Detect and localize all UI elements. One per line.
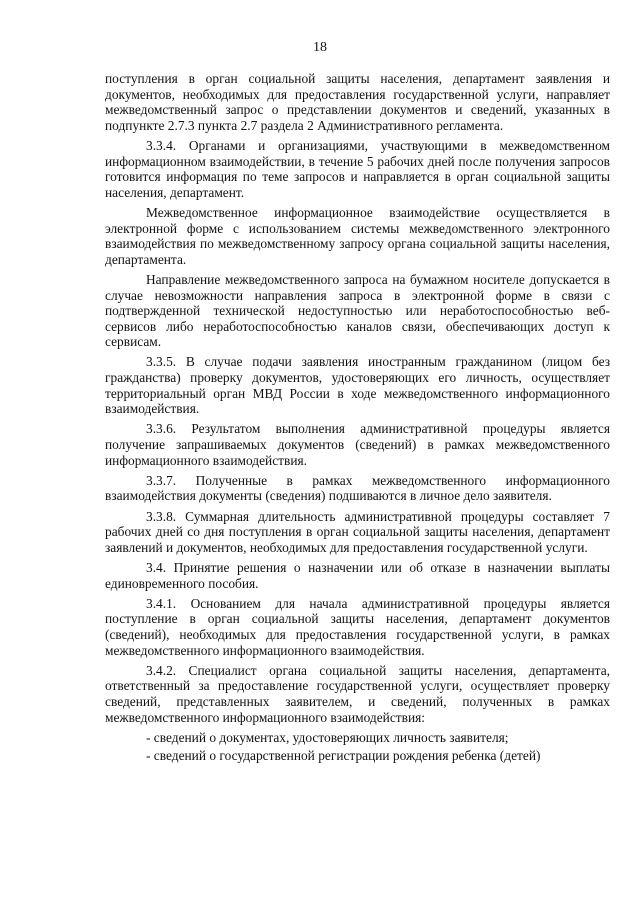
page-number: 18 xyxy=(313,40,327,55)
list-item-identity-documents: - сведений о документах, удостоверяющих личность заявителя; xyxy=(146,729,509,745)
paragraph-paper-request: Направление межведомственного запроса на бумажном носителе допускается в случае невозможности направления запроса в электронной форме в связи с подтвержденной технической недоступностью или неработоспособностью веб-сервисов либо неработоспособностью каналов связи, обеспечивающих доступ к сервисам. xyxy=(105,271,610,350)
paragraph-3-3-7: 3.3.7. Полученные в рамках межведомственного информационного взаимодействия документы (сведения) подшиваются в личное дело заявителя. xyxy=(105,472,610,504)
paragraph-3-3-5: 3.3.5. В случае подачи заявления иностранным гражданином (лицом без гражданства) проверку документов, удостоверяющих его личность, осуществляет территориальный орган МВД России в ходе межведомственного информационного взаимодействия. xyxy=(105,354,610,417)
paragraph-3-3-8: 3.3.8. Суммарная длительность административной процедуры составляет 7 рабочих дней со дня поступления в орган социальной защиты населения, департамент заявлений и документов, необходимых для предоставления государственной услуги. xyxy=(105,508,610,555)
document-body xyxy=(105,71,610,766)
paragraph-3-4-1: 3.4.1. Основанием для начала административной процедуры является поступление в орган социальной защиты населения, департамент документов (сведений), необходимых для предоставления государственной услуги, в рамках межведомственного информационного взаимодействия. xyxy=(105,595,610,658)
paragraph-3-3-6: 3.3.6. Результатом выполнения административной процедуры является получение запрашиваемых документов (сведений) в рамках межведомственного информационного взаимодействия. xyxy=(105,421,610,468)
paragraph-3-3-4: 3.3.4. Органами и организациями, участвующими в межведомственном информационном взаимодействии, в течение 5 рабочих дней после получения запросов готовится информация по теме запросов и направляется в орган социальной защиты населения, департамент. xyxy=(105,137,610,200)
paragraph-electronic-interaction: Межведомственное информационное взаимодействие осуществляется в электронной форме с использованием системы межведомственного электронного взаимодействия по межведомственному запросу органа социальной защиты населения, департамента. xyxy=(105,204,610,267)
list-item-birth-registration: - сведений о государственной регистрации рождения ребенка (детей) xyxy=(146,748,541,764)
paragraph-continuation: поступления в орган социальной защиты населения, департамент заявления и документов, необходимых для предоставления государственной услуги, направляет межведомственный запрос о представлении документов и сведений, указанных в подпункте 2.7.3 пункта 2.7 раздела 2 Административного регламента. xyxy=(105,71,610,133)
paragraph-3-4-2: 3.4.2. Специалист органа социальной защиты населения, департамента, ответственный за предоставление государственной услуги, осуществляет проверку сведений, представленных заявителем, и сведений, полученных в рамках межведомственного информационного взаимодействия: xyxy=(105,662,610,725)
paragraph-3-4-heading: 3.4. Принятие решения о назначении или об отказе в назначении выплаты единовременного пособия. xyxy=(105,559,610,591)
